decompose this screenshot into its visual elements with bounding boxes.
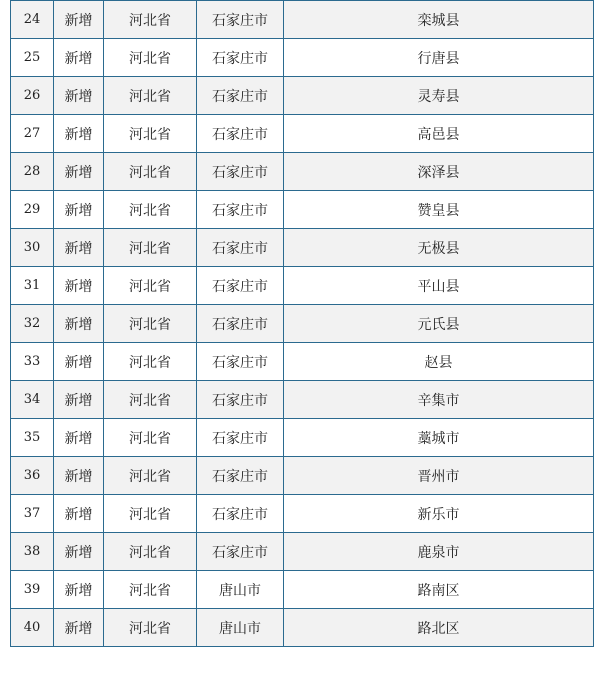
row-number-cell: 27 — [11, 115, 54, 153]
row-number-cell: 28 — [11, 153, 54, 191]
change-type-cell: 新增 — [54, 39, 104, 77]
county-cell: 元氏县 — [284, 305, 594, 343]
province-cell: 河北省 — [104, 533, 197, 571]
change-type-cell: 新增 — [54, 191, 104, 229]
province-cell: 河北省 — [104, 571, 197, 609]
change-type-cell: 新增 — [54, 229, 104, 267]
city-cell: 石家庄市 — [197, 267, 284, 305]
county-cell: 无极县 — [284, 229, 594, 267]
county-cell: 栾城县 — [284, 1, 594, 39]
county-table — [10, 0, 594, 647]
county-cell: 藁城市 — [284, 419, 594, 457]
table-row — [11, 305, 594, 343]
province-cell: 河北省 — [104, 495, 197, 533]
province-cell: 河北省 — [104, 305, 197, 343]
change-type-cell: 新增 — [54, 153, 104, 191]
city-cell: 石家庄市 — [197, 305, 284, 343]
city-cell: 石家庄市 — [197, 115, 284, 153]
province-cell: 河北省 — [104, 419, 197, 457]
county-cell: 深泽县 — [284, 153, 594, 191]
county-cell: 路南区 — [284, 571, 594, 609]
table-row — [11, 191, 594, 229]
table-row — [11, 39, 594, 77]
province-cell: 河北省 — [104, 343, 197, 381]
row-number-cell: 40 — [11, 609, 54, 647]
province-cell: 河北省 — [104, 191, 197, 229]
row-number-cell: 35 — [11, 419, 54, 457]
change-type-cell: 新增 — [54, 343, 104, 381]
province-cell: 河北省 — [104, 609, 197, 647]
row-number-cell: 32 — [11, 305, 54, 343]
province-cell: 河北省 — [104, 229, 197, 267]
row-number-cell: 31 — [11, 267, 54, 305]
table-row — [11, 571, 594, 609]
row-number-cell: 29 — [11, 191, 54, 229]
table-row — [11, 419, 594, 457]
county-cell: 赵县 — [284, 343, 594, 381]
change-type-cell: 新增 — [54, 495, 104, 533]
province-cell: 河北省 — [104, 267, 197, 305]
city-cell: 石家庄市 — [197, 343, 284, 381]
table-row — [11, 495, 594, 533]
county-cell: 平山县 — [284, 267, 594, 305]
change-type-cell: 新增 — [54, 457, 104, 495]
county-cell: 灵寿县 — [284, 77, 594, 115]
change-type-cell: 新增 — [54, 115, 104, 153]
county-cell: 行唐县 — [284, 39, 594, 77]
province-cell: 河北省 — [104, 115, 197, 153]
change-type-cell: 新增 — [54, 1, 104, 39]
province-cell: 河北省 — [104, 153, 197, 191]
city-cell: 石家庄市 — [197, 39, 284, 77]
city-cell: 石家庄市 — [197, 229, 284, 267]
change-type-cell: 新增 — [54, 305, 104, 343]
table-row — [11, 153, 594, 191]
city-cell: 唐山市 — [197, 571, 284, 609]
province-cell: 河北省 — [104, 457, 197, 495]
row-number-cell: 38 — [11, 533, 54, 571]
table-row — [11, 115, 594, 153]
table-row — [11, 1, 594, 39]
county-cell: 赞皇县 — [284, 191, 594, 229]
change-type-cell: 新增 — [54, 77, 104, 115]
city-cell: 石家庄市 — [197, 495, 284, 533]
table-row — [11, 457, 594, 495]
change-type-cell: 新增 — [54, 381, 104, 419]
table-row — [11, 77, 594, 115]
city-cell: 石家庄市 — [197, 419, 284, 457]
row-number-cell: 30 — [11, 229, 54, 267]
province-cell: 河北省 — [104, 77, 197, 115]
row-number-cell: 33 — [11, 343, 54, 381]
city-cell: 石家庄市 — [197, 77, 284, 115]
city-cell: 石家庄市 — [197, 457, 284, 495]
county-table-container — [10, 0, 593, 647]
county-cell: 鹿泉市 — [284, 533, 594, 571]
change-type-cell: 新增 — [54, 267, 104, 305]
change-type-cell: 新增 — [54, 533, 104, 571]
province-cell: 河北省 — [104, 39, 197, 77]
province-cell: 河北省 — [104, 381, 197, 419]
table-row — [11, 343, 594, 381]
city-cell: 唐山市 — [197, 609, 284, 647]
county-cell: 高邑县 — [284, 115, 594, 153]
change-type-cell: 新增 — [54, 609, 104, 647]
row-number-cell: 34 — [11, 381, 54, 419]
change-type-cell: 新增 — [54, 571, 104, 609]
county-cell: 路北区 — [284, 609, 594, 647]
table-row — [11, 609, 594, 647]
change-type-cell: 新增 — [54, 419, 104, 457]
row-number-cell: 36 — [11, 457, 54, 495]
city-cell: 石家庄市 — [197, 153, 284, 191]
table-row — [11, 533, 594, 571]
city-cell: 石家庄市 — [197, 191, 284, 229]
city-cell: 石家庄市 — [197, 533, 284, 571]
city-cell: 石家庄市 — [197, 381, 284, 419]
row-number-cell: 26 — [11, 77, 54, 115]
row-number-cell: 39 — [11, 571, 54, 609]
table-row — [11, 229, 594, 267]
province-cell: 河北省 — [104, 1, 197, 39]
county-cell: 辛集市 — [284, 381, 594, 419]
county-cell: 晋州市 — [284, 457, 594, 495]
row-number-cell: 37 — [11, 495, 54, 533]
table-body — [11, 1, 594, 647]
table-row — [11, 267, 594, 305]
county-cell: 新乐市 — [284, 495, 594, 533]
table-row — [11, 381, 594, 419]
row-number-cell: 25 — [11, 39, 54, 77]
row-number-cell: 24 — [11, 1, 54, 39]
city-cell: 石家庄市 — [197, 1, 284, 39]
